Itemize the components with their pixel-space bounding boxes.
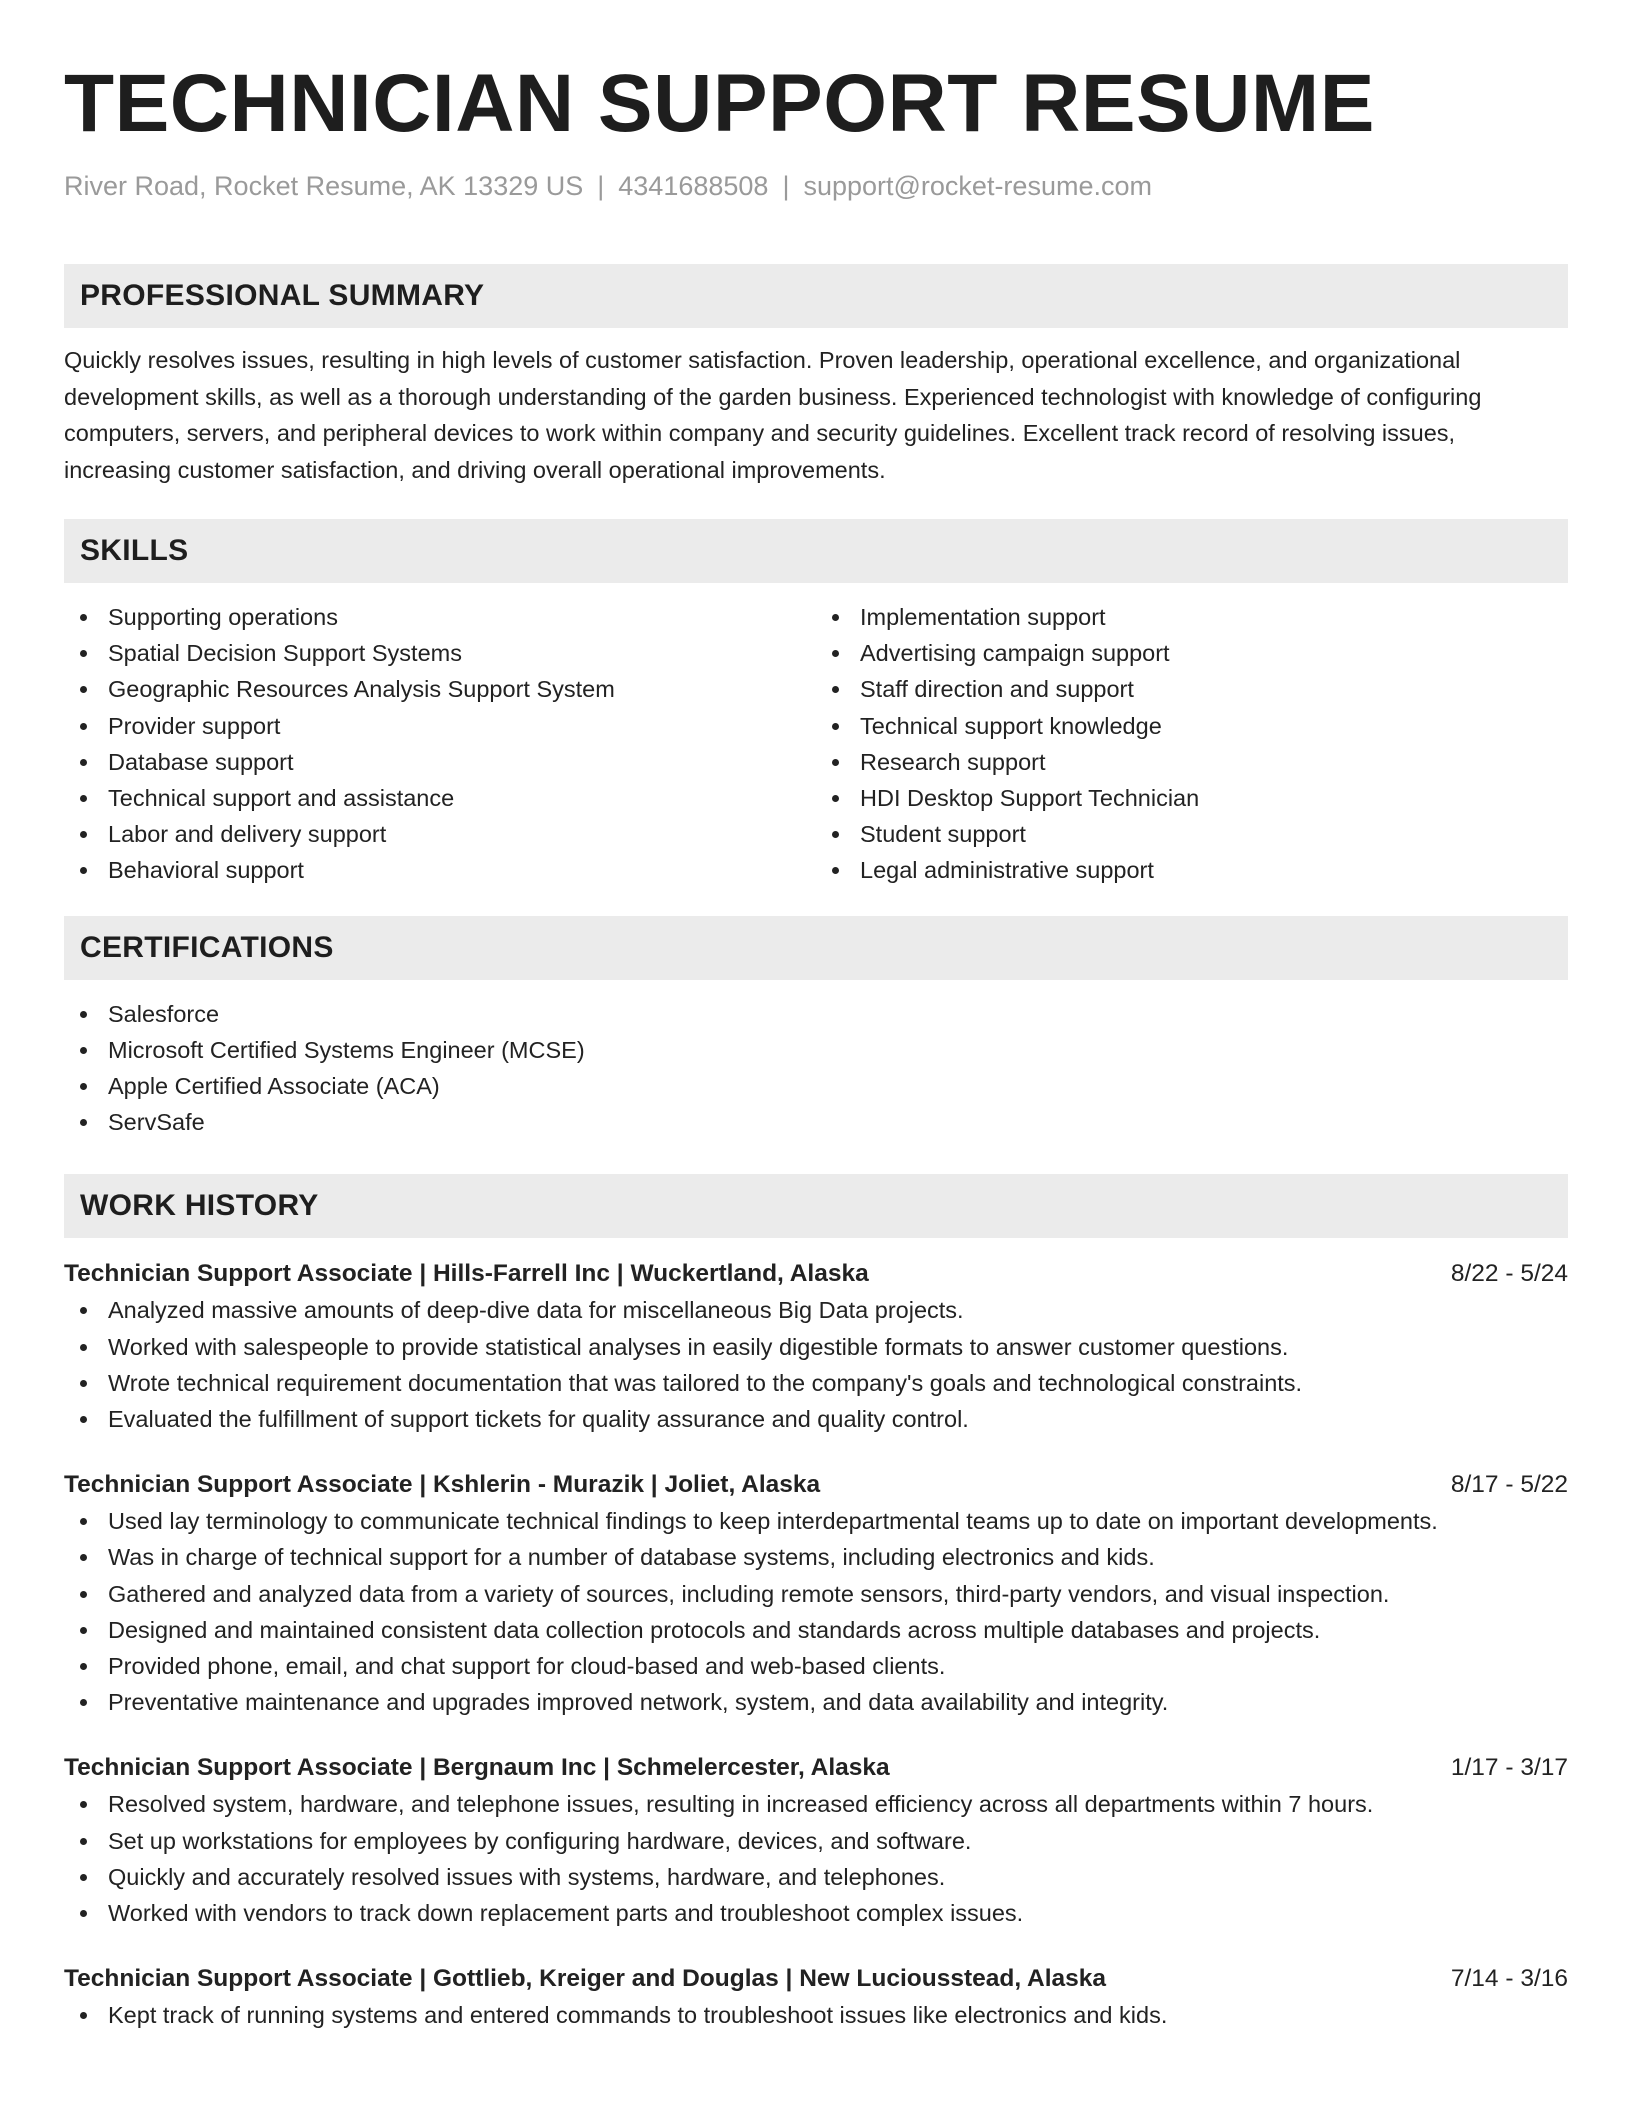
job-bullet: Quickly and accurately resolved issues with systems, hardware, and telephones. [64, 1859, 1568, 1895]
job-bullet-list [64, 1292, 1568, 1437]
job-title: Technician Support Associate | Bergnaum Inc | Schmelercester, Alaska [64, 1754, 890, 1782]
skills-heading: SKILLS [80, 534, 189, 567]
job-entry [64, 1256, 1568, 1437]
resume-title: TECHNICIAN SUPPORT RESUME [64, 58, 1375, 149]
job-bullet-list [64, 1997, 1568, 2033]
job-entry [64, 1961, 1568, 2033]
job-bullet: Used lay terminology to communicate technical findings to keep interdepartmental teams up to date on important developments. [64, 1503, 1568, 1539]
skill-item: Spatial Decision Support Systems [64, 635, 816, 671]
skill-item: Supporting operations [64, 599, 816, 635]
work-history-heading: WORK HISTORY [80, 1189, 319, 1223]
job-bullet: Set up workstations for employees by configuring hardware, devices, and software. [64, 1823, 1568, 1859]
skill-item: Provider support [64, 708, 816, 744]
job-header [64, 1256, 1568, 1292]
skill-item: Staff direction and support [816, 671, 1568, 707]
skills-column-left [64, 599, 816, 889]
job-bullet: Worked with salespeople to provide statistical analyses in easily digestible formats to answer customer questions. [64, 1329, 1568, 1365]
job-bullet: Evaluated the fulfillment of support tickets for quality assurance and quality control. [64, 1401, 1568, 1437]
job-bullet: Preventative maintenance and upgrades improved network, system, and data availability and integrity. [64, 1684, 1568, 1720]
contact-email: support@rocket-resume.com [803, 171, 1152, 201]
job-bullet: Was in charge of technical support for a number of database systems, including electronics and kids. [64, 1539, 1568, 1575]
skills-grid [64, 599, 1568, 889]
job-dates: 1/17 - 3/17 [1450, 1754, 1568, 1782]
contact-line [64, 168, 1568, 204]
summary-section-header [64, 264, 1568, 328]
job-header [64, 1750, 1568, 1786]
contact-phone: 4341688508 [618, 171, 769, 201]
contact-separator: | [782, 171, 790, 201]
skill-item: Technical support and assistance [64, 780, 816, 816]
skills-section-header [64, 519, 1568, 583]
certifications-list [64, 996, 1568, 1141]
job-bullet: Gathered and analyzed data from a variety of sources, including remote sensors, third-party vendors, and visual inspection. [64, 1576, 1568, 1612]
job-title: Technician Support Associate | Hills-Farrell Inc | Wuckertland, Alaska [64, 1260, 869, 1288]
job-bullet: Designed and maintained consistent data collection protocols and standards across multiple databases and projects. [64, 1612, 1568, 1648]
job-entry [64, 1750, 1568, 1931]
certification-item: ServSafe [64, 1104, 1568, 1140]
job-dates: 8/22 - 5/24 [1450, 1260, 1568, 1288]
job-bullet: Resolved system, hardware, and telephone issues, resulting in increased efficiency across all departments within 7 hours. [64, 1786, 1568, 1822]
certifications-heading: CERTIFICATIONS [80, 930, 334, 964]
skills-list-left [64, 599, 816, 889]
job-entry [64, 1467, 1568, 1720]
job-dates: 8/17 - 5/22 [1450, 1471, 1568, 1499]
job-bullet: Kept track of running systems and entered commands to troubleshoot issues like electronics and kids. [64, 1997, 1568, 2033]
summary-text: Quickly resolves issues, resulting in high levels of customer satisfaction. Proven leadership, operational excellence, and organizational development skills, as well as a thorough understanding of the garden business. Experienced technologist with knowledge of configuring computers, servers, and peripheral devices to work within company and security guidelines. Excellent track record of resolving issues, increasing customer satisfaction, and driving overall operational improvements. [64, 347, 1482, 483]
work-history-section-header [64, 1174, 1568, 1238]
skill-item: Advertising campaign support [816, 635, 1568, 671]
certification-item: Microsoft Certified Systems Engineer (MCSE) [64, 1032, 1568, 1068]
job-bullet: Worked with vendors to track down replacement parts and troubleshoot complex issues. [64, 1895, 1568, 1931]
job-bullet-list [64, 1786, 1568, 1931]
skill-item: Research support [816, 744, 1568, 780]
job-bullet: Wrote technical requirement documentation that was tailored to the company's goals and technological constraints. [64, 1365, 1568, 1401]
job-header [64, 1467, 1568, 1503]
skill-item: Implementation support [816, 599, 1568, 635]
job-dates: 7/14 - 3/16 [1450, 1965, 1568, 1993]
job-bullet: Analyzed massive amounts of deep-dive data for miscellaneous Big Data projects. [64, 1292, 1568, 1328]
skill-item: Labor and delivery support [64, 816, 816, 852]
skills-list-right [816, 599, 1568, 889]
skill-item: Geographic Resources Analysis Support System [64, 671, 816, 707]
job-bullet-list [64, 1503, 1568, 1720]
skill-item: Student support [816, 816, 1568, 852]
summary-heading: PROFESSIONAL SUMMARY [80, 279, 485, 312]
certification-item: Salesforce [64, 996, 1568, 1032]
skill-item: Legal administrative support [816, 852, 1568, 888]
skill-item: Behavioral support [64, 852, 816, 888]
job-title: Technician Support Associate | Kshlerin - Murazik | Joliet, Alaska [64, 1471, 821, 1499]
skill-item: Technical support knowledge [816, 708, 1568, 744]
skills-column-right [816, 599, 1568, 889]
certification-item: Apple Certified Associate (ACA) [64, 1068, 1568, 1104]
job-bullet: Provided phone, email, and chat support for cloud-based and web-based clients. [64, 1648, 1568, 1684]
job-title: Technician Support Associate | Gottlieb, Kreiger and Douglas | New Luciousstead, Alaska [64, 1965, 1107, 1993]
job-header [64, 1961, 1568, 1997]
skill-item: HDI Desktop Support Technician [816, 780, 1568, 816]
certifications-section-header [64, 916, 1568, 980]
contact-separator: | [597, 171, 605, 201]
skill-item: Database support [64, 744, 816, 780]
contact-address: River Road, Rocket Resume, AK 13329 US [64, 171, 584, 201]
